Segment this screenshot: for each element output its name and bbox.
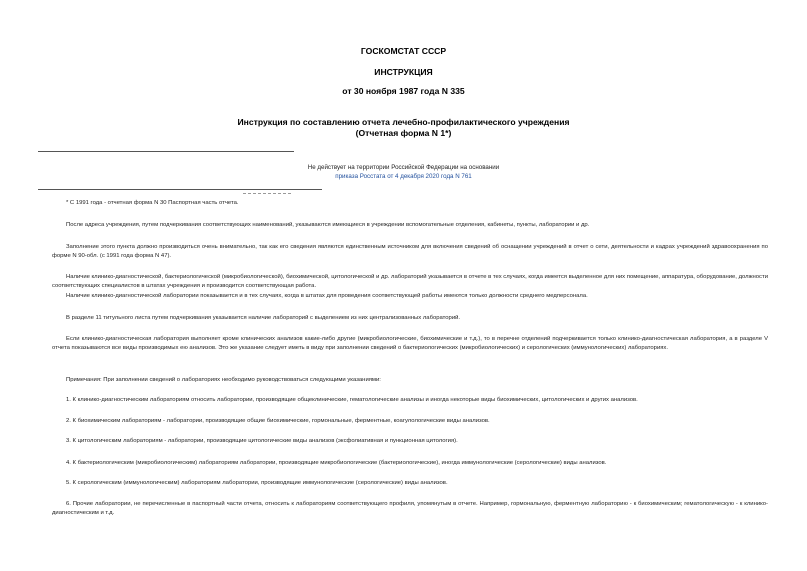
- document-title: [0, 117, 807, 139]
- footnote: * С 1991 года - отчетная форма N 30 Паспортная часть отчета.: [66, 200, 239, 206]
- dashed-rule: [243, 193, 291, 194]
- note-item: 3. К цитологическим лабораториям - лаборатории, производящие цитологические виды анализов (эксфолиативная и пункционная цитология).: [66, 438, 458, 444]
- title-line-1: Инструкция по составлению отчета лечебно-профилактического учреждения: [237, 117, 570, 127]
- paragraph: В разделе 11 титульного листа путем подчеркивания указывается наличие лабораторий с выделением из них централизованных лабораторий.: [66, 315, 461, 321]
- note-item: 6. Прочие лаборатории, не перечисленные в паспортный части отчета, относить к лабораториям соответствующего профиля, упомянутым в отчете. Например, гормональную, ферментную лабораторию - к биохимическим; гематологическую - к клинико-диагностическим и т.д.: [52, 501, 768, 517]
- paragraph: Если клинико-диагностическая лаборатория выполняет кроме клинических анализов какие-либо другие (микробиологические, биохимические и т.д.), то в перечне отделений подчеркивается только клинико-диагностическая лаборатория, а в разделе V отчета показываются все виды производимых ею анализов. Это же указание следует иметь в виду при заполнении сведений о бактериологических (микробиологических) и серологических (иммунологических) лабораториях.: [52, 336, 768, 352]
- header-doc-type: ИНСТРУКЦИЯ: [374, 67, 433, 77]
- validity-notice: [0, 163, 807, 181]
- paragraph: Наличие клинико-диагностической, бактериологической (микробиологической), биохимической, цитологической и др. лабораторий указывается в отчете в тех случаях, когда имеется выделенное для них помещение, аппаратура, оборудование, должности соответствующих специалистов в штатах учреждения и производится соответствующая работа.: [52, 274, 768, 290]
- title-line-2: (Отчетная форма N 1*): [355, 128, 452, 138]
- note-item: 5. К серологическим (иммунологическим) лабораториям лаборатории, производящие иммунологические (серологические) виды анализов.: [66, 480, 448, 486]
- note-item: 1. К клинико-диагностическим лабораториям относить лаборатории, производящие общеклинические, гематологические анализы и иногда некоторые виды биохимических, цитологических и других анализов.: [66, 397, 638, 403]
- header-date: от 30 ноября 1987 года N 335: [342, 86, 465, 96]
- notice-link[interactable]: приказа Росстата от 4 декабря 2020 года N 761: [335, 173, 472, 180]
- note-item: 4. К бактериологическим (микробиологическим) лабораториям лаборатории, производящие микробиологические (бактериологические), иногда иммунологические (серологические) виды анализов.: [66, 460, 607, 466]
- note-item: 2. К биохимическим лабораториям - лаборатории, производящие общие биохимические, гормональные, ферментные, коагулологические виды анализов.: [66, 418, 490, 424]
- notes-heading: Примечания: При заполнении сведений о лабораториях необходимо руководствоваться следующими указаниями:: [66, 377, 381, 383]
- notice-text: Не действует на территории Российской Федерации на основании: [307, 164, 500, 171]
- separator-rule-2: [38, 189, 322, 190]
- paragraph: Наличие клинико-диагностической лаборатории показывается и в тех случаях, когда в штатах для проведения соответствующей работы имеются только должности среднего медперсонала.: [66, 293, 588, 299]
- paragraph: Заполнение этого пункта должно производиться очень внимательно, так как его сведения являются единственным источником для включения сведений об оснащении учреждений в отчет о сети, деятельности и кадрах учреждений здравоохранения по форме N 90-обл. (с 1991 года форма N 47).: [52, 244, 768, 260]
- separator-rule: [38, 151, 294, 152]
- header-org: ГОСКОМСТАТ СССР: [360, 46, 447, 56]
- paragraph: После адреса учреждения, путем подчеркивания соответствующих наименований, указываются имеющиеся в учреждении вспомогательные отделения, кабинеты, пункты, лаборатории и др.: [66, 222, 590, 228]
